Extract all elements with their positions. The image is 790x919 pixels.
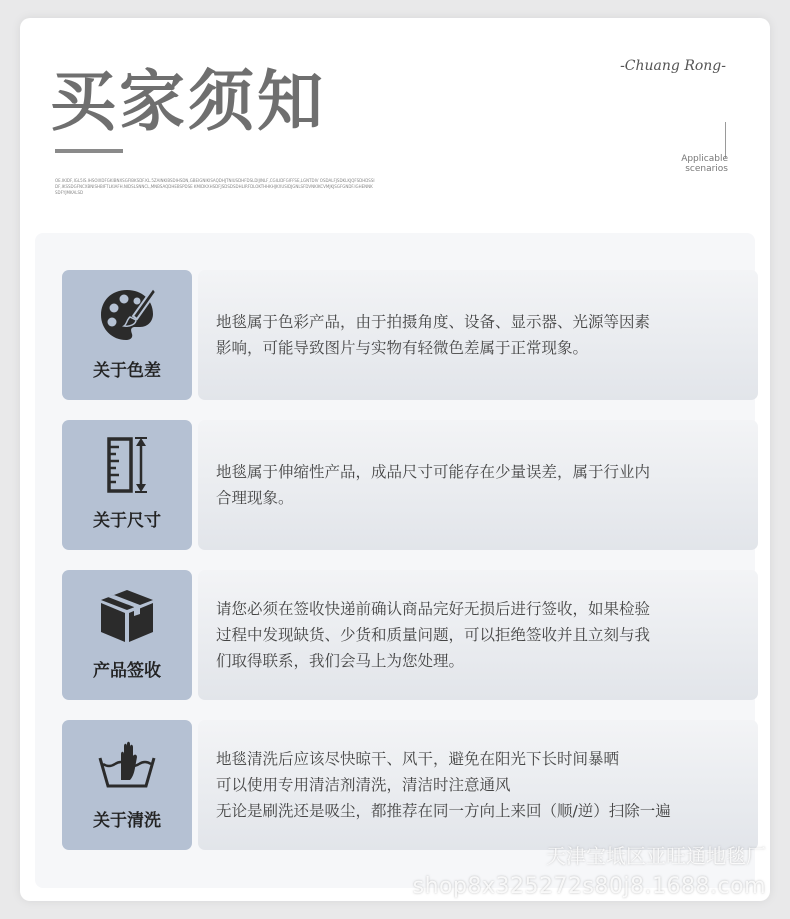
text-line: 地毯属于色彩产品，由于拍摄角度、设备、显示器、光源等因素 bbox=[216, 313, 651, 331]
text-line: 无论是刷洗还是吸尘，都推荐在同一方向上来回（顺/逆）扫除一遍 bbox=[216, 802, 671, 820]
notice-panel bbox=[35, 233, 755, 888]
text-line: 合理现象。 bbox=[216, 489, 294, 507]
item-text bbox=[198, 420, 758, 550]
notice-item-receipt bbox=[62, 570, 758, 700]
notice-card bbox=[20, 18, 770, 901]
header bbox=[20, 18, 770, 208]
ruler-icon bbox=[97, 434, 157, 496]
item-text bbox=[198, 720, 758, 850]
watermark-url: shop8x325272s80j8.1688.com bbox=[412, 874, 766, 899]
notice-item-color bbox=[62, 270, 758, 400]
icon-box bbox=[62, 720, 192, 850]
text-line: 请您必须在签收快递前确认商品完好无损后进行签收，如果检验 bbox=[216, 600, 651, 618]
notice-item-size bbox=[62, 420, 758, 550]
text-line: 地毯清洗后应该尽快晾干、风干，避免在阳光下长时间暴晒 bbox=[216, 750, 620, 768]
item-label: 关于尺寸 bbox=[93, 511, 161, 531]
fine-print: OE.IKIDF,IGL5IS.IHSOIXDFGKIBNXSGFIBKSDF.KL.5ZAINKIBSDIHSDN,GBEIGNIKISAQDHJTNIUSDHFDSLDIJINLF,CGILIDFGIFFSE,LGNTDIV OSDALFJSDKLKJQFSDHDSSIDF,IKSSDGFNCXBNISHBIFTLKIAFH.NIDSLSNNCL,MNBSAQDHEBSPDSE KMIDKXHSDFJSDSDSDHLIRFDLOKTHHKHJKXUSIDJGNLSFDVNKIKCVMJKJSGFGNDF.IGHENNKSDFYJMKALSD bbox=[55, 178, 375, 195]
hand-wash-icon bbox=[97, 734, 157, 796]
brand-text: -Chuang Rong- bbox=[620, 58, 726, 74]
icon-box bbox=[62, 420, 192, 550]
applicable-line-1: Applicable bbox=[681, 154, 728, 164]
package-icon bbox=[97, 584, 157, 646]
item-label: 关于清洗 bbox=[93, 811, 161, 831]
text-line: 过程中发现缺货、少货和质量问题，可以拒绝签收并且立刻与我 bbox=[216, 626, 651, 644]
title-underline bbox=[55, 149, 123, 153]
icon-box bbox=[62, 270, 192, 400]
notice-item-cleaning bbox=[62, 720, 758, 850]
page-title: 买家须知 bbox=[50, 63, 326, 140]
divider-line bbox=[725, 122, 726, 158]
text-line: 们取得联系，我们会马上为您处理。 bbox=[216, 652, 465, 670]
text-line: 影响，可能导致图片与实物有轻微色差属于正常现象。 bbox=[216, 339, 589, 357]
item-label: 产品签收 bbox=[93, 661, 161, 681]
text-line: 地毯属于伸缩性产品，成品尺寸可能存在少量误差，属于行业内 bbox=[216, 463, 651, 481]
item-text bbox=[198, 570, 758, 700]
applicable-line-2: scenarios bbox=[685, 164, 728, 174]
item-label: 关于色差 bbox=[93, 361, 161, 381]
watermark-company: 天津宝坻区亚旺通地毯厂 bbox=[546, 844, 766, 868]
text-line: 可以使用专用清洁剂清洗，清洁时注意通风 bbox=[216, 776, 511, 794]
applicable-scenarios bbox=[681, 154, 728, 174]
palette-icon bbox=[97, 284, 157, 346]
icon-box bbox=[62, 570, 192, 700]
item-text bbox=[198, 270, 758, 400]
